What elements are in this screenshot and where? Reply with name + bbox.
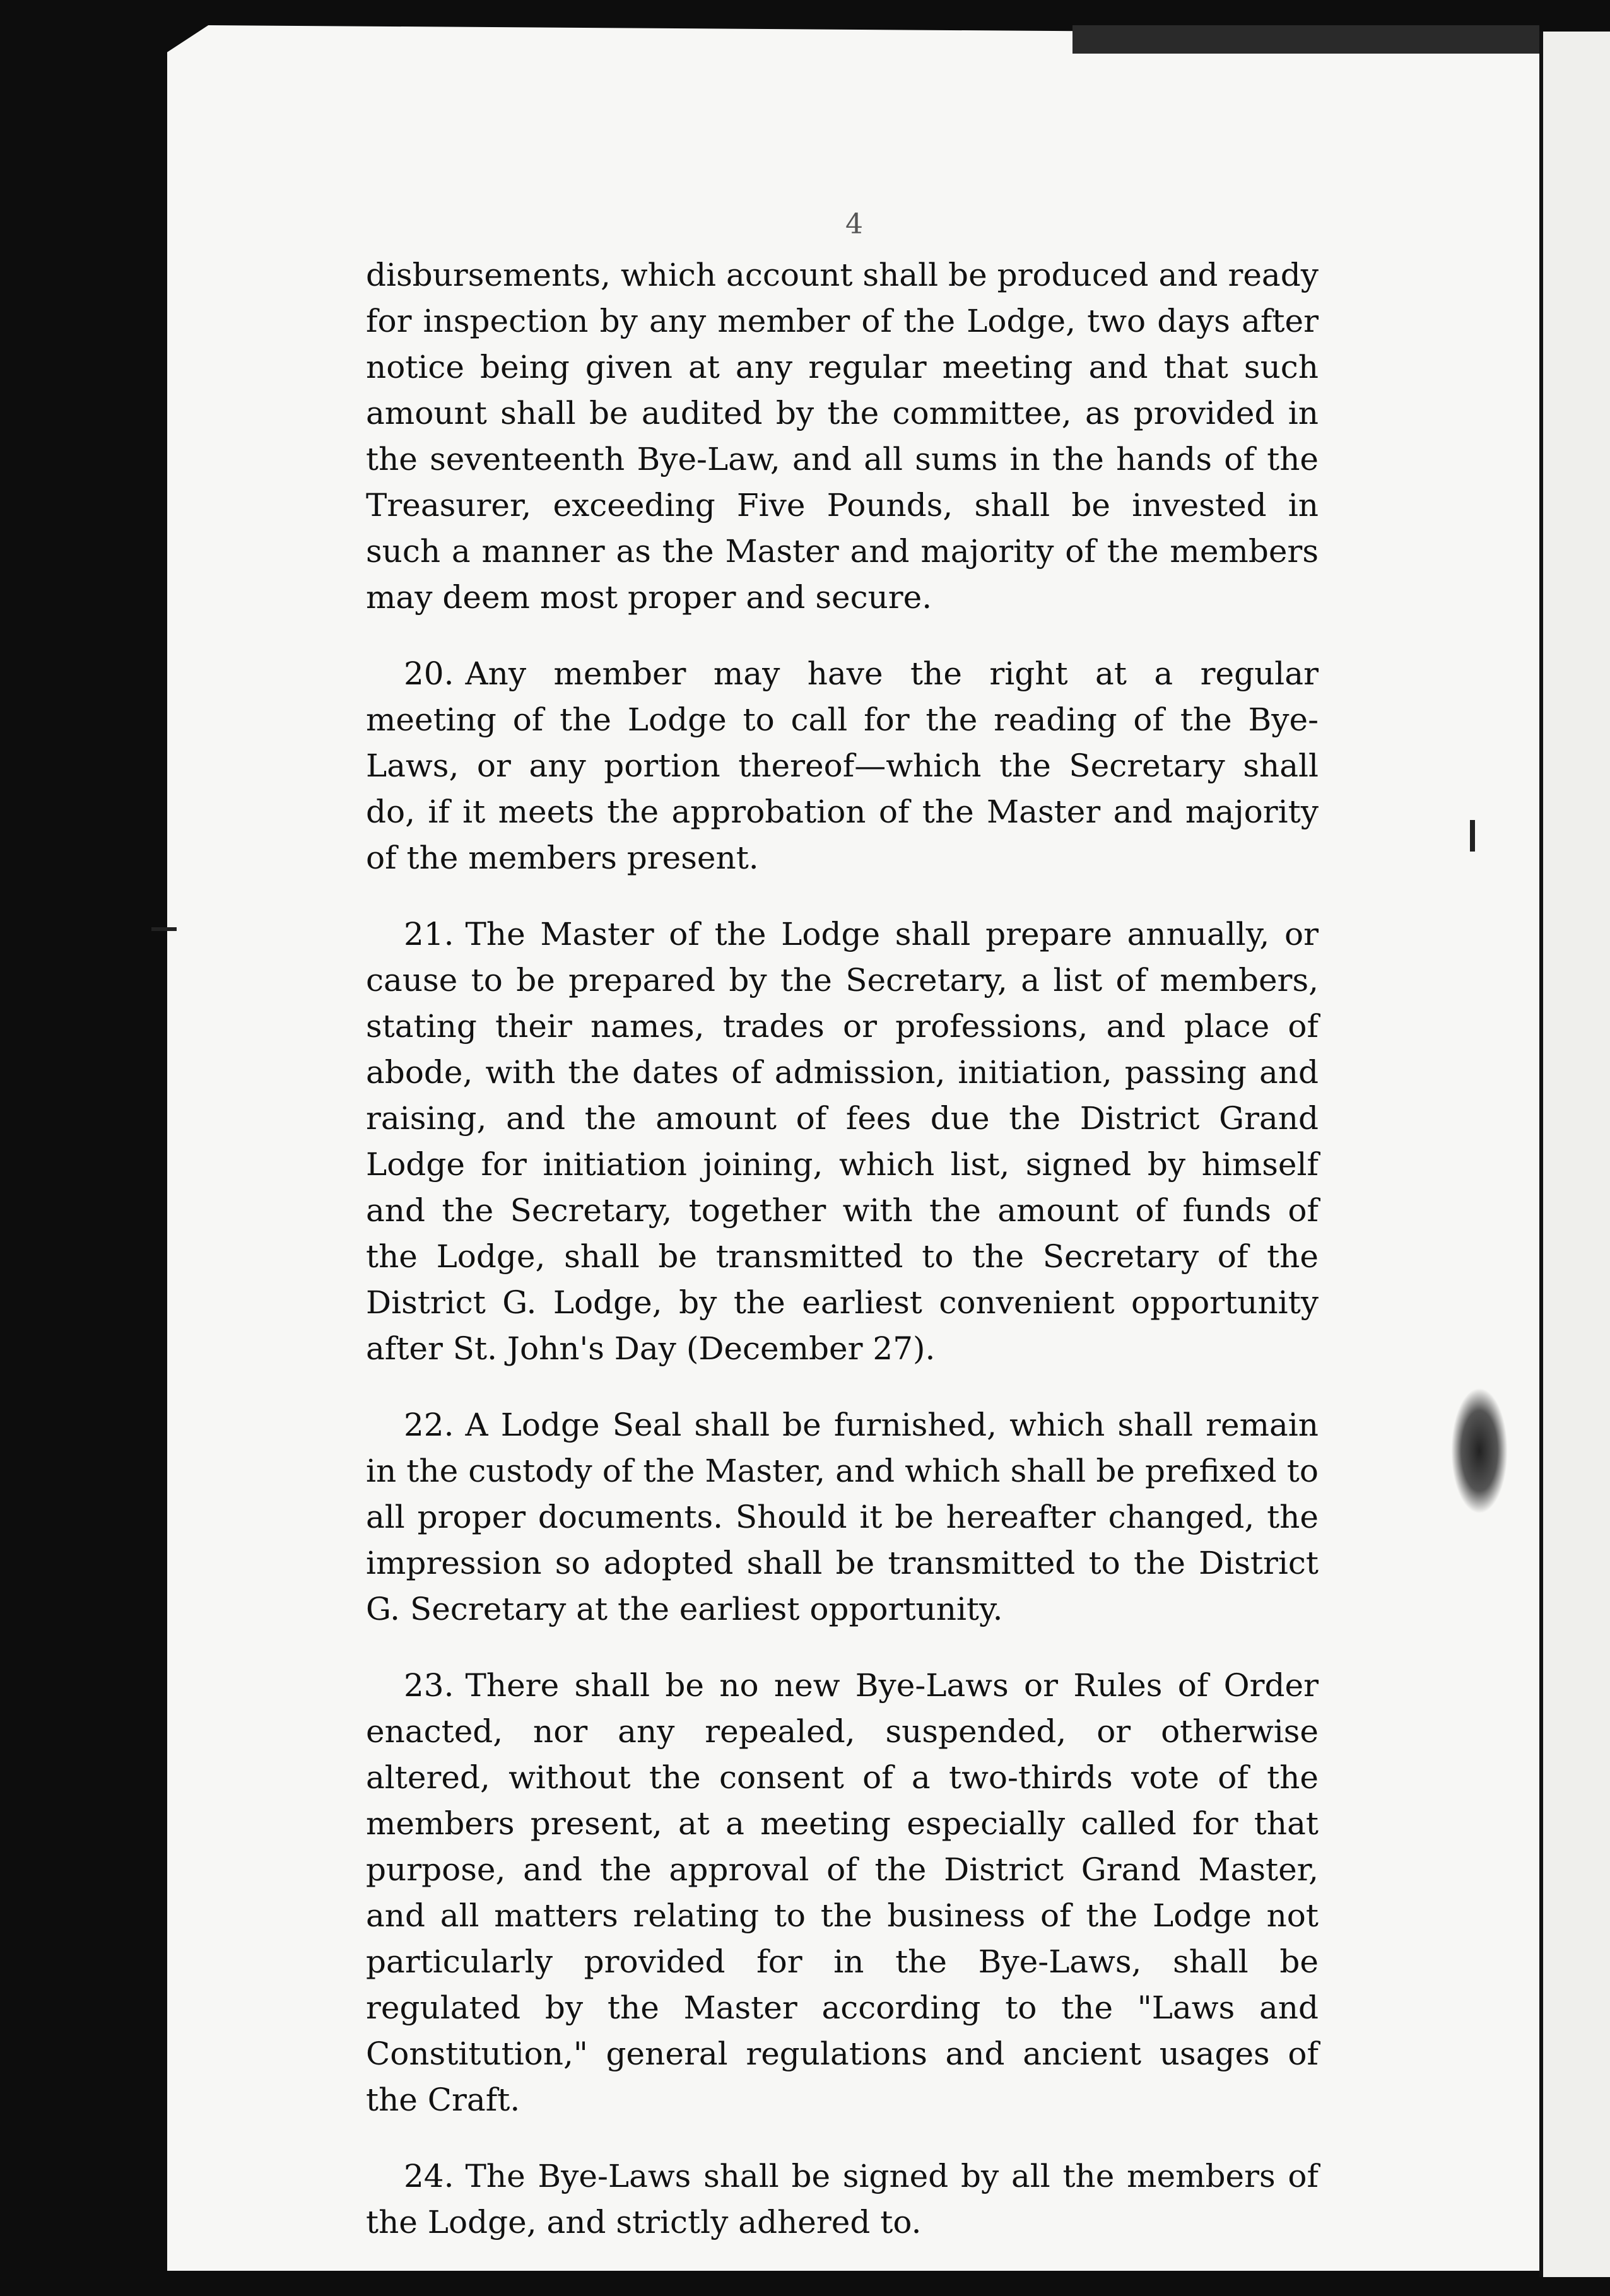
paragraph-22	[366, 1402, 1319, 1632]
paragraph-number: 21.	[404, 916, 454, 952]
paragraph-number: 22.	[404, 1407, 454, 1443]
paragraph-20	[366, 651, 1319, 881]
facing-page-edge	[1539, 32, 1610, 2277]
paragraph-text: The Master of the Lodge shall prepare annually, or cause to be prepared by the Secretary, a list of members, stating their names, trades or professions, and place of abode, with the dates of admission, initiation, passing and raising, and the amount of fees due the District Grand Lodge for initiation joining, which list, signed by himself and the Secretary, together with the amount of funds of the Lodge, shall be transmitted to the Secretary of the District G. Lodge, by the earliest convenient opportunity after St. John's Day (December 27).	[366, 916, 1319, 1367]
binding-thread	[1451, 1388, 1508, 1514]
paragraph-24	[366, 2153, 1319, 2246]
body-text	[366, 252, 1319, 2276]
margin-mark	[151, 927, 177, 931]
paragraph-23	[366, 1663, 1319, 2123]
scan-top-edge	[1072, 25, 1539, 54]
paragraph-text: There shall be no new Bye-Laws or Rules of Order enacted, nor any repealed, suspended, or otherwise altered, without the consent of a two-thirds vote of the members present, at a meeting especially called for that purpose, and the approval of the District Grand Master, and all matters relating to the business of the Lodge not particularly provided for in the Bye-Laws, shall be regulated by the Master according to the "Laws and Constitution," general regulations and ancient usages of the Craft.	[366, 1667, 1319, 2118]
paragraph-text: Any member may have the right at a regular meeting of the Lodge to call for the reading of the Bye-Laws, or any portion thereof—which the Secretary shall do, if it meets the approbation of the Master and majority of the members present.	[366, 655, 1319, 876]
paragraph-text: A Lodge Seal shall be furnished, which shall remain in the custody of the Master, and which shall be prefixed to all proper documents. Should it be hereafter changed, the impression so adopted shall be transmitted to the District G. Secretary at the earliest opportunity.	[366, 1407, 1319, 1627]
page-number: 4	[845, 208, 863, 240]
paragraph-number: 24.	[404, 2158, 454, 2194]
margin-mark	[1470, 820, 1475, 852]
paragraph-number: 23.	[404, 1667, 454, 1704]
paragraph-continued	[366, 252, 1319, 621]
paragraph-text: The Bye-Laws shall be signed by all the members of the Lodge, and strictly adhered to.	[366, 2158, 1319, 2240]
paragraph-21	[366, 911, 1319, 1372]
paragraph-text: disbursements, which account shall be produced and ready for inspection by any member of the Lodge, two days after notice being given at any regular meeting and that such amount shall be audited by the committee, as provided in the seventeenth Bye-Law, and all sums in the hands of the Treasurer, exceeding Five Pounds, shall be invested in such a manner as the Master and majority of the members may deem most proper and secure.	[366, 257, 1319, 616]
paragraph-number: 20.	[404, 655, 454, 692]
